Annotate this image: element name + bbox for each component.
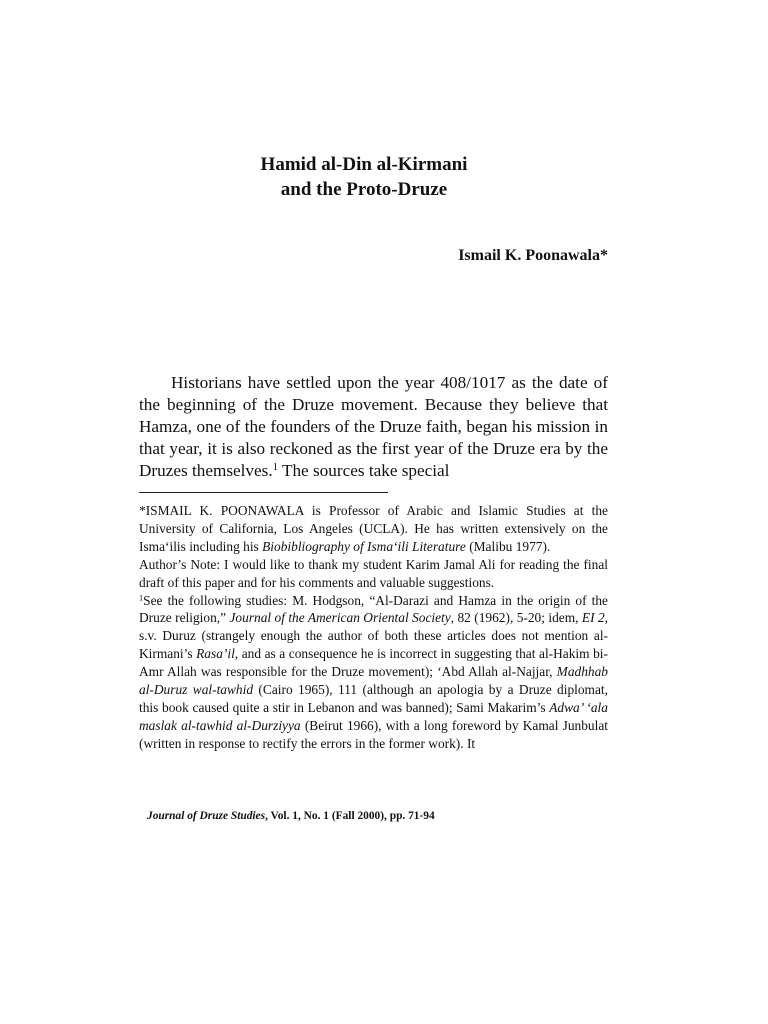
author-name: Ismail K. Poonawala* — [458, 247, 608, 264]
fn1-ei: EI 2 — [581, 610, 605, 626]
article-title — [0, 152, 728, 202]
paragraph-1-text: Historians have settled upon the year 408/1017 as the date of the beginning of the Druze movement. Because they believe that Hamza, one of the founders of the Druze faith, began his mission in that year, it is also reckoned as the first year of the Druze era by the Druzes themselves. — [139, 373, 608, 480]
bio-book-title: Biobibliography of Isma‘ili Literature — [262, 538, 466, 554]
fn1-text: (Beirut 1966), with a long foreword by Kamal Junbulat (written in response to rectify the errors in the former work). It — [139, 717, 608, 751]
paragraph-1 — [139, 372, 608, 482]
fn1-rasail: Rasa’il — [196, 646, 235, 662]
footer-journal-name: Journal of Druze Studies — [147, 810, 266, 822]
footnote-author-note: Author’s Note: I would like to thank my student Karim Jamal Ali for reading the final draft of this paper and for his comments and valuable suggestions. — [139, 556, 608, 590]
journal-citation-footer — [147, 808, 435, 824]
bio-text-end: (Malibu 1977). — [465, 538, 551, 554]
title-line-1: Hamid al-Din al-Kirmani — [260, 154, 468, 175]
footnote-ref-1: 1 — [272, 462, 278, 474]
fn1-journal: Journal of the American Oriental Society — [229, 610, 451, 626]
footer-details: , Vol. 1, No. 1 (Fall 2000), pp. 71-94 — [265, 810, 435, 822]
fn1-text: (Cairo 1965), 111 (although an apologia by a Druze diplomat, this book caused quite a stir in Lebanon and was banned); Sami Makarim’s — [139, 682, 608, 715]
footnote-author-bio — [139, 502, 608, 556]
fn1-text: See the following studies: M. Hodgson, “Al-Darazi and Hamza in the origin of the Druze religion,” — [139, 592, 608, 626]
fn1-madhhab: Madhhab al-Duruz wal-tawhid — [139, 664, 608, 698]
fn1-text: , 82 (1962), 5-20; idem, — [450, 610, 582, 626]
paragraph-1-tail: The sources take special — [277, 461, 450, 480]
footnote-divider — [139, 492, 388, 493]
title-line-2: and the Proto-Druze — [280, 179, 448, 200]
footnotes — [139, 502, 608, 753]
fn1-text: , s.v. Duruz (strangely enough the author of both these articles does not mention al-Kirmani’s — [139, 610, 608, 662]
body-text — [139, 372, 608, 482]
bio-text: *ISMAIL K. POONAWALA is Professor of Arabic and Islamic Studies at the University of California, Los Angeles (UCLA). He has written extensively on the Isma‘ilis including his — [139, 503, 608, 554]
fn1-text: , and as a consequence he is incorrect in suggesting that al-Hakim bi-Amr Allah was responsible for the Druze movement); ‘Abd Allah al-Najjar, — [139, 646, 608, 680]
footnote-1-marker: 1 — [139, 592, 144, 602]
fn1-adwa: Adwa’ ‘ala maslak al-tawhid al-Durziyya — [139, 699, 608, 733]
footnote-1 — [139, 592, 608, 753]
